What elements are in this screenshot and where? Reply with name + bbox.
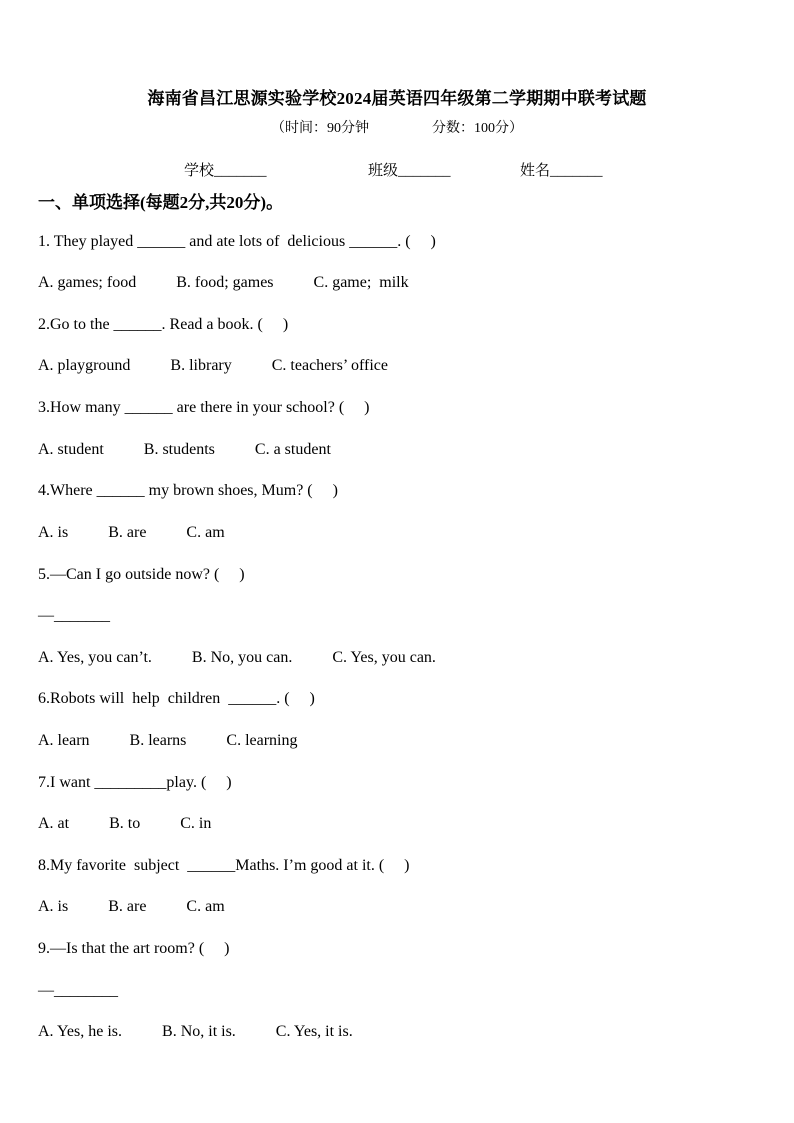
question-2: 2.Go to the ______. Read a book. ( ) (38, 316, 289, 333)
question-4: 4.Where ______ my brown shoes, Mum? ( ) (38, 482, 338, 499)
options-3: A. student B. students C. a student (38, 441, 331, 458)
question-9: 9.—Is that the art room? ( ) (38, 940, 230, 957)
answer-blank-9: —________ (38, 982, 118, 999)
options-4: A. is B. are C. am (38, 524, 225, 541)
school-field: 学校_______ (184, 163, 267, 179)
options-2: A. playground B. library C. teachers’ office (38, 357, 388, 374)
question-8: 8.My favorite subject ______Maths. I’m good at it. ( ) (38, 857, 410, 874)
question-1: 1. They played ______ and ate lots of delicious ______. ( ) (38, 233, 436, 250)
options-7: A. at B. to C. in (38, 815, 212, 832)
answer-blank-5: —_______ (38, 607, 110, 624)
options-1: A. games; food B. food; games C. game; milk (38, 274, 409, 291)
question-5: 5.—Can I go outside now? ( ) (38, 566, 245, 583)
class-field: 班级_______ (368, 163, 451, 179)
options-9: A. Yes, he is. B. No, it is. C. Yes, it is. (38, 1023, 353, 1040)
exam-time-score: （时间：90分钟 分数：100分） (271, 121, 523, 136)
options-6: A. learn B. learns C. learning (38, 732, 298, 749)
question-3: 3.How many ______ are there in your school? ( ) (38, 399, 370, 416)
question-6: 6.Robots will help children ______. ( ) (38, 690, 315, 707)
name-field: 姓名_______ (520, 163, 603, 179)
question-7: 7.I want _________play. ( ) (38, 774, 232, 791)
exam-title: 海南省昌江思源实验学校2024届英语四年级第二学期期中联考试题 (147, 89, 647, 108)
options-5: A. Yes, you can’t. B. No, you can. C. Yes, you can. (38, 649, 436, 666)
options-8: A. is B. are C. am (38, 898, 225, 915)
section-heading: 一、单项选择(每题2分,共20分)。 (38, 193, 284, 212)
